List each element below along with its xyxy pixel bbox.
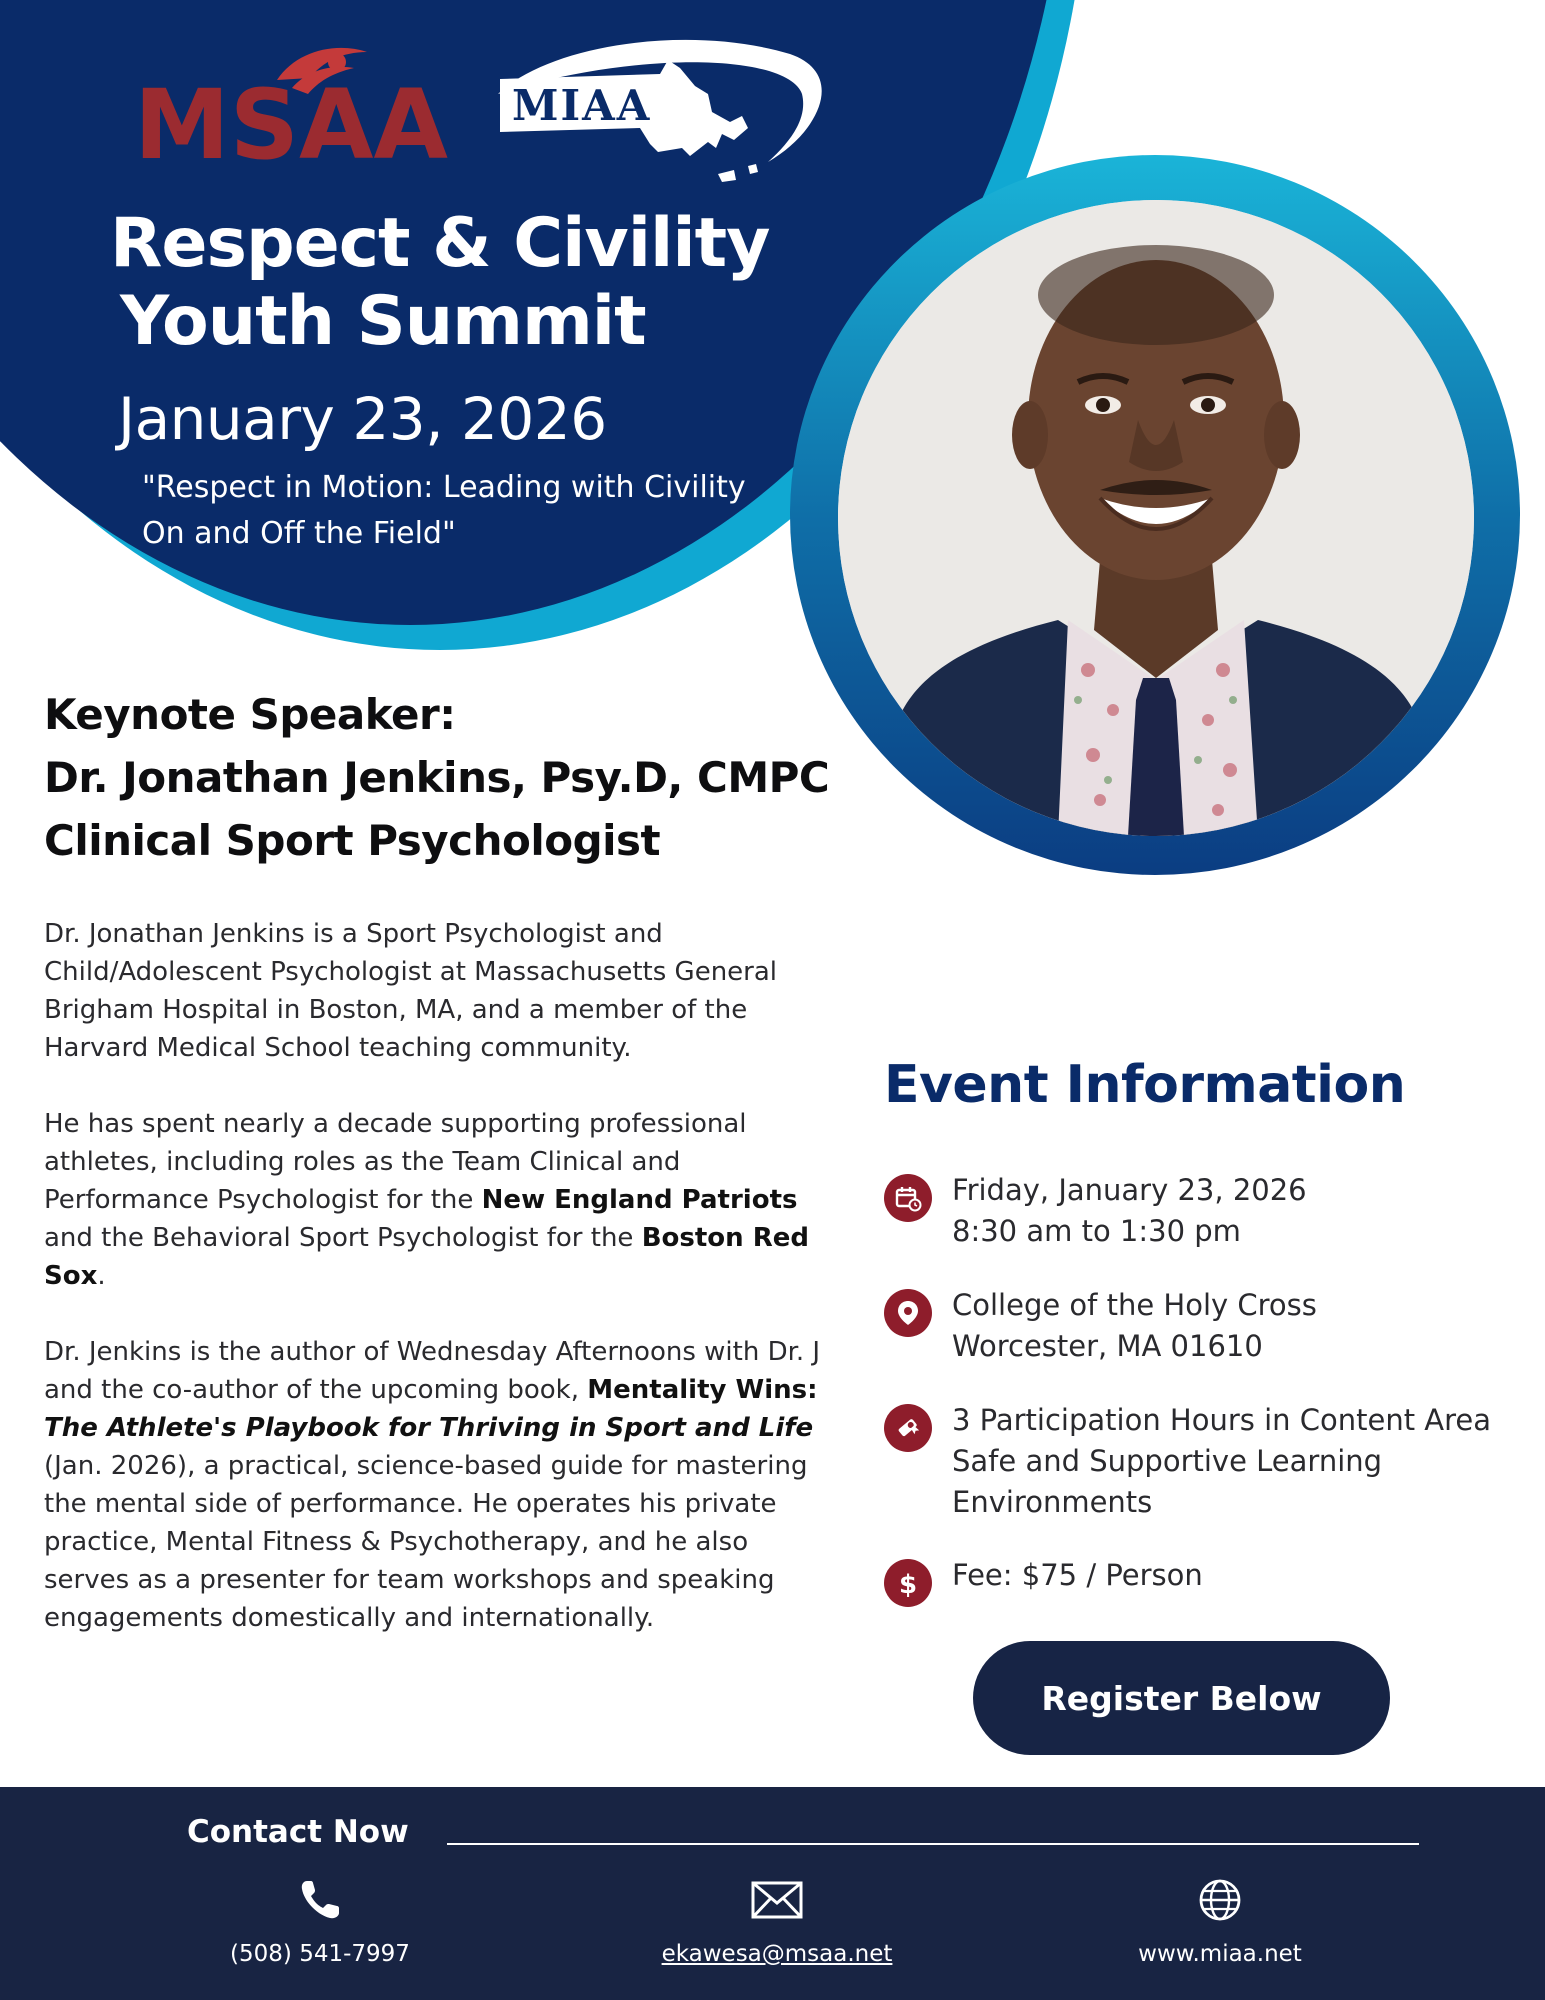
register-button[interactable]: Register Below bbox=[973, 1641, 1390, 1755]
location-pin-icon bbox=[884, 1289, 932, 1337]
contact-website bbox=[1040, 1875, 1400, 1967]
speaker-name: Dr. Jonathan Jenkins, Psy.D, CMPC bbox=[44, 753, 830, 802]
bio-bold-red-sox: Boston Red Sox bbox=[44, 1223, 809, 1291]
bio-bold-patriots: New England Patriots bbox=[481, 1185, 798, 1215]
event-hours: 3 Participation Hours in Content Area Safe and Supportive Learning Environments bbox=[952, 1403, 1492, 1519]
footer-divider bbox=[447, 1843, 1419, 1845]
event-date: January 23, 2026 bbox=[118, 385, 607, 453]
miaa-logo bbox=[490, 24, 830, 204]
phone-number: (508) 541-7997 bbox=[230, 1941, 410, 1967]
bio-text: and the Behavioral Sport Psychologist for the bbox=[44, 1223, 642, 1253]
dollar-icon bbox=[884, 1559, 932, 1607]
keynote-label: Keynote Speaker: bbox=[44, 690, 456, 739]
event-day: Friday, January 23, 2026 bbox=[952, 1173, 1307, 1207]
phone-icon bbox=[140, 1875, 500, 1925]
bio-text: (Jan. 2026), a practical, science-based guide for mastering the mental side of performance. He operates his private practice, Mental Fitness & Psychotherapy, and he also serves as a presenter for team workshops and speaking engagements domestically and internationally. bbox=[44, 1451, 808, 1633]
title-line-2: Youth Summit bbox=[120, 282, 646, 361]
speaker-role: Clinical Sport Psychologist bbox=[44, 816, 661, 865]
event-fee: Fee: $75 / Person bbox=[952, 1558, 1203, 1592]
contact-phone bbox=[140, 1875, 500, 1967]
bio-paragraph-2 bbox=[44, 1105, 834, 1295]
bio-text: Dr. Jenkins is the author of Wednesday Afternoons with Dr. J and the co-author of the upcoming book, bbox=[44, 1337, 821, 1405]
svg-text:MIAA: MIAA bbox=[512, 81, 652, 130]
svg-text:$: $ bbox=[898, 1570, 918, 1598]
certificate-icon bbox=[884, 1404, 932, 1452]
svg-text:MSAA: MSAA bbox=[134, 69, 448, 170]
contact-label: Contact Now bbox=[187, 1814, 409, 1850]
bio-paragraph-1: Dr. Jonathan Jenkins is a Sport Psychologist and Child/Adolescent Psychologist at Massachusetts General Brigham Hospital in Boston, MA, and a member of the Harvard Medical School teaching community. bbox=[44, 919, 778, 1063]
event-location-item bbox=[884, 1285, 1545, 1367]
event-title bbox=[110, 205, 870, 361]
speaker-photo bbox=[838, 200, 1474, 836]
event-info-heading: Event Information bbox=[884, 1055, 1406, 1115]
bio-text: . bbox=[97, 1261, 106, 1291]
bio-text: He has spent nearly a decade supporting professional athletes, including roles as the Team Clinical and Performance Psychologist for the bbox=[44, 1109, 747, 1215]
book-subtitle: The Athlete's Playbook for Thriving in Sport and Life bbox=[44, 1413, 814, 1443]
website-url[interactable]: www.miaa.net bbox=[1138, 1941, 1302, 1967]
event-hours-item bbox=[884, 1400, 1545, 1523]
title-line-1: Respect & Civility bbox=[110, 204, 770, 283]
event-city: Worcester, MA 01610 bbox=[952, 1329, 1263, 1363]
email-link[interactable]: ekawesa@msaa.net bbox=[661, 1941, 893, 1967]
globe-icon bbox=[1040, 1875, 1400, 1925]
speaker-bio bbox=[44, 915, 834, 1675]
contact-email bbox=[597, 1875, 957, 1967]
event-fee-item bbox=[884, 1555, 1545, 1607]
keynote-section bbox=[44, 683, 829, 872]
contact-footer bbox=[0, 1787, 1545, 2000]
event-time: 8:30 am to 1:30 pm bbox=[952, 1214, 1241, 1248]
msaa-logo bbox=[132, 40, 452, 170]
bio-paragraph-3 bbox=[44, 1333, 834, 1637]
book-title-bold: Mentality Wins: bbox=[587, 1375, 818, 1405]
mail-icon bbox=[597, 1875, 957, 1925]
event-venue: College of the Holy Cross bbox=[952, 1288, 1317, 1322]
calendar-icon bbox=[884, 1174, 932, 1222]
event-date-item bbox=[884, 1170, 1545, 1252]
event-tagline: "Respect in Motion: Leading with Civility On and Off the Field" bbox=[142, 470, 746, 551]
